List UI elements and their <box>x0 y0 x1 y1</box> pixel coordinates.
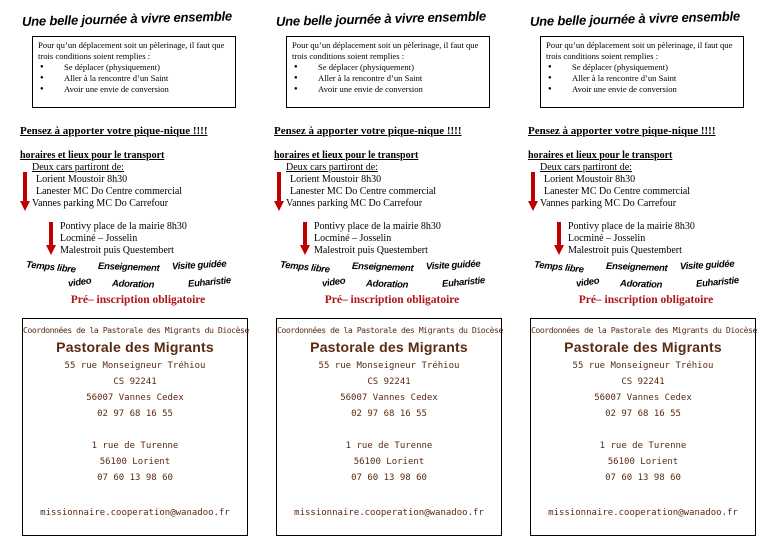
route-1-stop: Vannes parking MC Do Carrefour <box>286 198 423 209</box>
contact-organisation: Pastorale des Migrants <box>56 339 214 355</box>
transport-intro: Deux cars partiront de: <box>32 162 124 173</box>
route-2-stop: Malestroit puis Questembert <box>314 245 428 256</box>
condition-item: ● Avoir une envie de conversion <box>52 84 230 95</box>
contact-address-line: 56007 Vannes Cedex <box>86 393 184 403</box>
contact-address-line: CS 92241 <box>621 377 665 387</box>
route-2-stop: Locminé – Josselin <box>60 233 138 244</box>
route-2-stop: Locminé – Josselin <box>314 233 392 244</box>
contact-header: Coordonnées de la Pastorale des Migrants du Diocèse <box>531 325 757 335</box>
pre-inscription-notice: Pré– inscription obligatoire <box>70 294 206 306</box>
contact-box <box>530 318 756 536</box>
conditions-intro-line-2: trois conditions soient remplies : <box>546 51 659 61</box>
contact-phone: 07 60 13 98 60 <box>605 473 681 483</box>
contact-email-link[interactable]: missionnaire.cooperation@wanadoo.fr <box>548 508 738 518</box>
contact-address-line: 56100 Lorient <box>353 457 425 467</box>
activity-adoration: Adoration <box>619 278 663 291</box>
activity-visite-guidee: Visite guidée <box>679 258 735 273</box>
transport-heading: horaires et lieux pour le transport <box>528 150 673 161</box>
pre-inscription-notice: Pré– inscription obligatoire <box>578 294 714 306</box>
conditions-intro-line-2: trois conditions soient remplies : <box>292 51 405 61</box>
route-1-stop: Lorient Moustoir 8h30 <box>36 174 128 185</box>
route-1-stop: Vannes parking MC Do Carrefour <box>540 198 677 209</box>
activity-video: video <box>67 275 92 290</box>
route-2-stop: Pontivy place de la mairie 8h30 <box>314 221 441 232</box>
contact-address-line: CS 92241 <box>113 377 157 387</box>
conditions-box <box>540 36 744 108</box>
flyer-title: Une belle journée à vivre ensemble <box>21 8 233 29</box>
conditions-list <box>546 62 738 95</box>
contact-address-line: 1 rue de Turenne <box>345 441 433 451</box>
condition-item: ● Avoir une envie de conversion <box>560 84 738 95</box>
condition-item: ● Se déplacer (physiquement) <box>560 62 738 73</box>
route-1-stop: Lanester MC Do Centre commercial <box>36 186 183 197</box>
activity-adoration: Adoration <box>365 278 409 291</box>
contact-header: Coordonnées de la Pastorale des Migrants du Diocèse <box>23 325 249 335</box>
conditions-intro-line-1: Pour qu’un déplacement soit un pèlerinage, il faut que <box>38 40 225 50</box>
conditions-intro-line-1: Pour qu’un déplacement soit un pèlerinage, il faut que <box>292 40 479 50</box>
transport-heading: horaires et lieux pour le transport <box>274 150 419 161</box>
pique-nique-reminder: Pensez à apporter votre pique-nique !!!! <box>274 125 462 137</box>
contact-address-line: 56007 Vannes Cedex <box>340 393 438 403</box>
activity-eucharistie: Euharistie <box>187 275 232 290</box>
conditions-list <box>292 62 484 95</box>
contact-address-line: 56100 Lorient <box>99 457 171 467</box>
route-2-stop: Malestroit puis Questembert <box>568 245 682 256</box>
contact-header: Coordonnées de la Pastorale des Migrants du Diocèse <box>277 325 503 335</box>
activity-enseignement: Enseignement <box>605 260 668 275</box>
contact-phone: 02 97 68 16 55 <box>605 409 681 419</box>
condition-item: ● Avoir une envie de conversion <box>306 84 484 95</box>
conditions-intro-line-1: Pour qu’un déplacement soit un pèlerinage, il faut que <box>546 40 733 50</box>
activity-temps-libre: Temps libre <box>25 259 77 276</box>
contact-address-line: CS 92241 <box>367 377 411 387</box>
route-2-stop: Locminé – Josselin <box>568 233 646 244</box>
condition-item: ● Se déplacer (physiquement) <box>306 62 484 73</box>
contact-phone: 07 60 13 98 60 <box>97 473 173 483</box>
contact-address-line: 55 rue Monseigneur Tréhiou <box>318 361 460 371</box>
route-1-stop: Lorient Moustoir 8h30 <box>544 174 636 185</box>
route-2-stop: Pontivy place de la mairie 8h30 <box>568 221 695 232</box>
condition-item: ● Se déplacer (physiquement) <box>52 62 230 73</box>
contact-phone: 07 60 13 98 60 <box>351 473 427 483</box>
activity-eucharistie: Euharistie <box>695 275 740 290</box>
activity-temps-libre: Temps libre <box>533 259 585 276</box>
pique-nique-reminder: Pensez à apporter votre pique-nique !!!! <box>528 125 716 137</box>
flyer-column-1 <box>20 0 256 543</box>
flyer-title: Une belle journée à vivre ensemble <box>529 8 741 29</box>
route-1-stop: Lorient Moustoir 8h30 <box>290 174 382 185</box>
route-2-stop: Pontivy place de la mairie 8h30 <box>60 221 187 232</box>
conditions-box <box>32 36 236 108</box>
route-2-stop: Malestroit puis Questembert <box>60 245 174 256</box>
condition-item: ● Aller à la rencontre d’un Saint <box>560 73 738 84</box>
activity-video: video <box>321 275 346 290</box>
activity-video: video <box>575 275 600 290</box>
contact-address-line: 55 rue Monseigneur Tréhiou <box>64 361 206 371</box>
activity-adoration: Adoration <box>111 278 155 291</box>
flyer-column-2 <box>274 0 510 543</box>
route-1-stop: Lanester MC Do Centre commercial <box>544 186 691 197</box>
activity-temps-libre: Temps libre <box>279 259 331 276</box>
conditions-box <box>286 36 490 108</box>
contact-address-line: 56100 Lorient <box>607 457 679 467</box>
contact-phone: 02 97 68 16 55 <box>97 409 173 419</box>
contact-organisation: Pastorale des Migrants <box>564 339 722 355</box>
contact-box <box>22 318 248 536</box>
activity-visite-guidee: Visite guidée <box>425 258 481 273</box>
conditions-intro-line-2: trois conditions soient remplies : <box>38 51 151 61</box>
flyer-title: Une belle journée à vivre ensemble <box>275 8 487 29</box>
contact-organisation: Pastorale des Migrants <box>310 339 468 355</box>
pique-nique-reminder: Pensez à apporter votre pique-nique !!!! <box>20 125 208 137</box>
activity-enseignement: Enseignement <box>351 260 414 275</box>
transport-heading: horaires et lieux pour le transport <box>20 150 165 161</box>
activity-visite-guidee: Visite guidée <box>171 258 227 273</box>
pre-inscription-notice: Pré– inscription obligatoire <box>324 294 460 306</box>
contact-address-line: 56007 Vannes Cedex <box>594 393 692 403</box>
transport-intro: Deux cars partiront de: <box>540 162 632 173</box>
activity-eucharistie: Euharistie <box>441 275 486 290</box>
contact-email-link[interactable]: missionnaire.cooperation@wanadoo.fr <box>294 508 484 518</box>
condition-item: ● Aller à la rencontre d’un Saint <box>306 73 484 84</box>
transport-intro: Deux cars partiront de: <box>286 162 378 173</box>
contact-phone: 02 97 68 16 55 <box>351 409 427 419</box>
route-1-stop: Vannes parking MC Do Carrefour <box>32 198 169 209</box>
contact-email-link[interactable]: missionnaire.cooperation@wanadoo.fr <box>40 508 230 518</box>
flyer-column-3 <box>528 0 764 543</box>
condition-item: ● Aller à la rencontre d’un Saint <box>52 73 230 84</box>
route-1-stop: Lanester MC Do Centre commercial <box>290 186 437 197</box>
contact-box <box>276 318 502 536</box>
contact-address-line: 1 rue de Turenne <box>91 441 179 451</box>
contact-address-line: 55 rue Monseigneur Tréhiou <box>572 361 714 371</box>
conditions-list <box>38 62 230 95</box>
activity-enseignement: Enseignement <box>97 260 160 275</box>
contact-address-line: 1 rue de Turenne <box>599 441 687 451</box>
